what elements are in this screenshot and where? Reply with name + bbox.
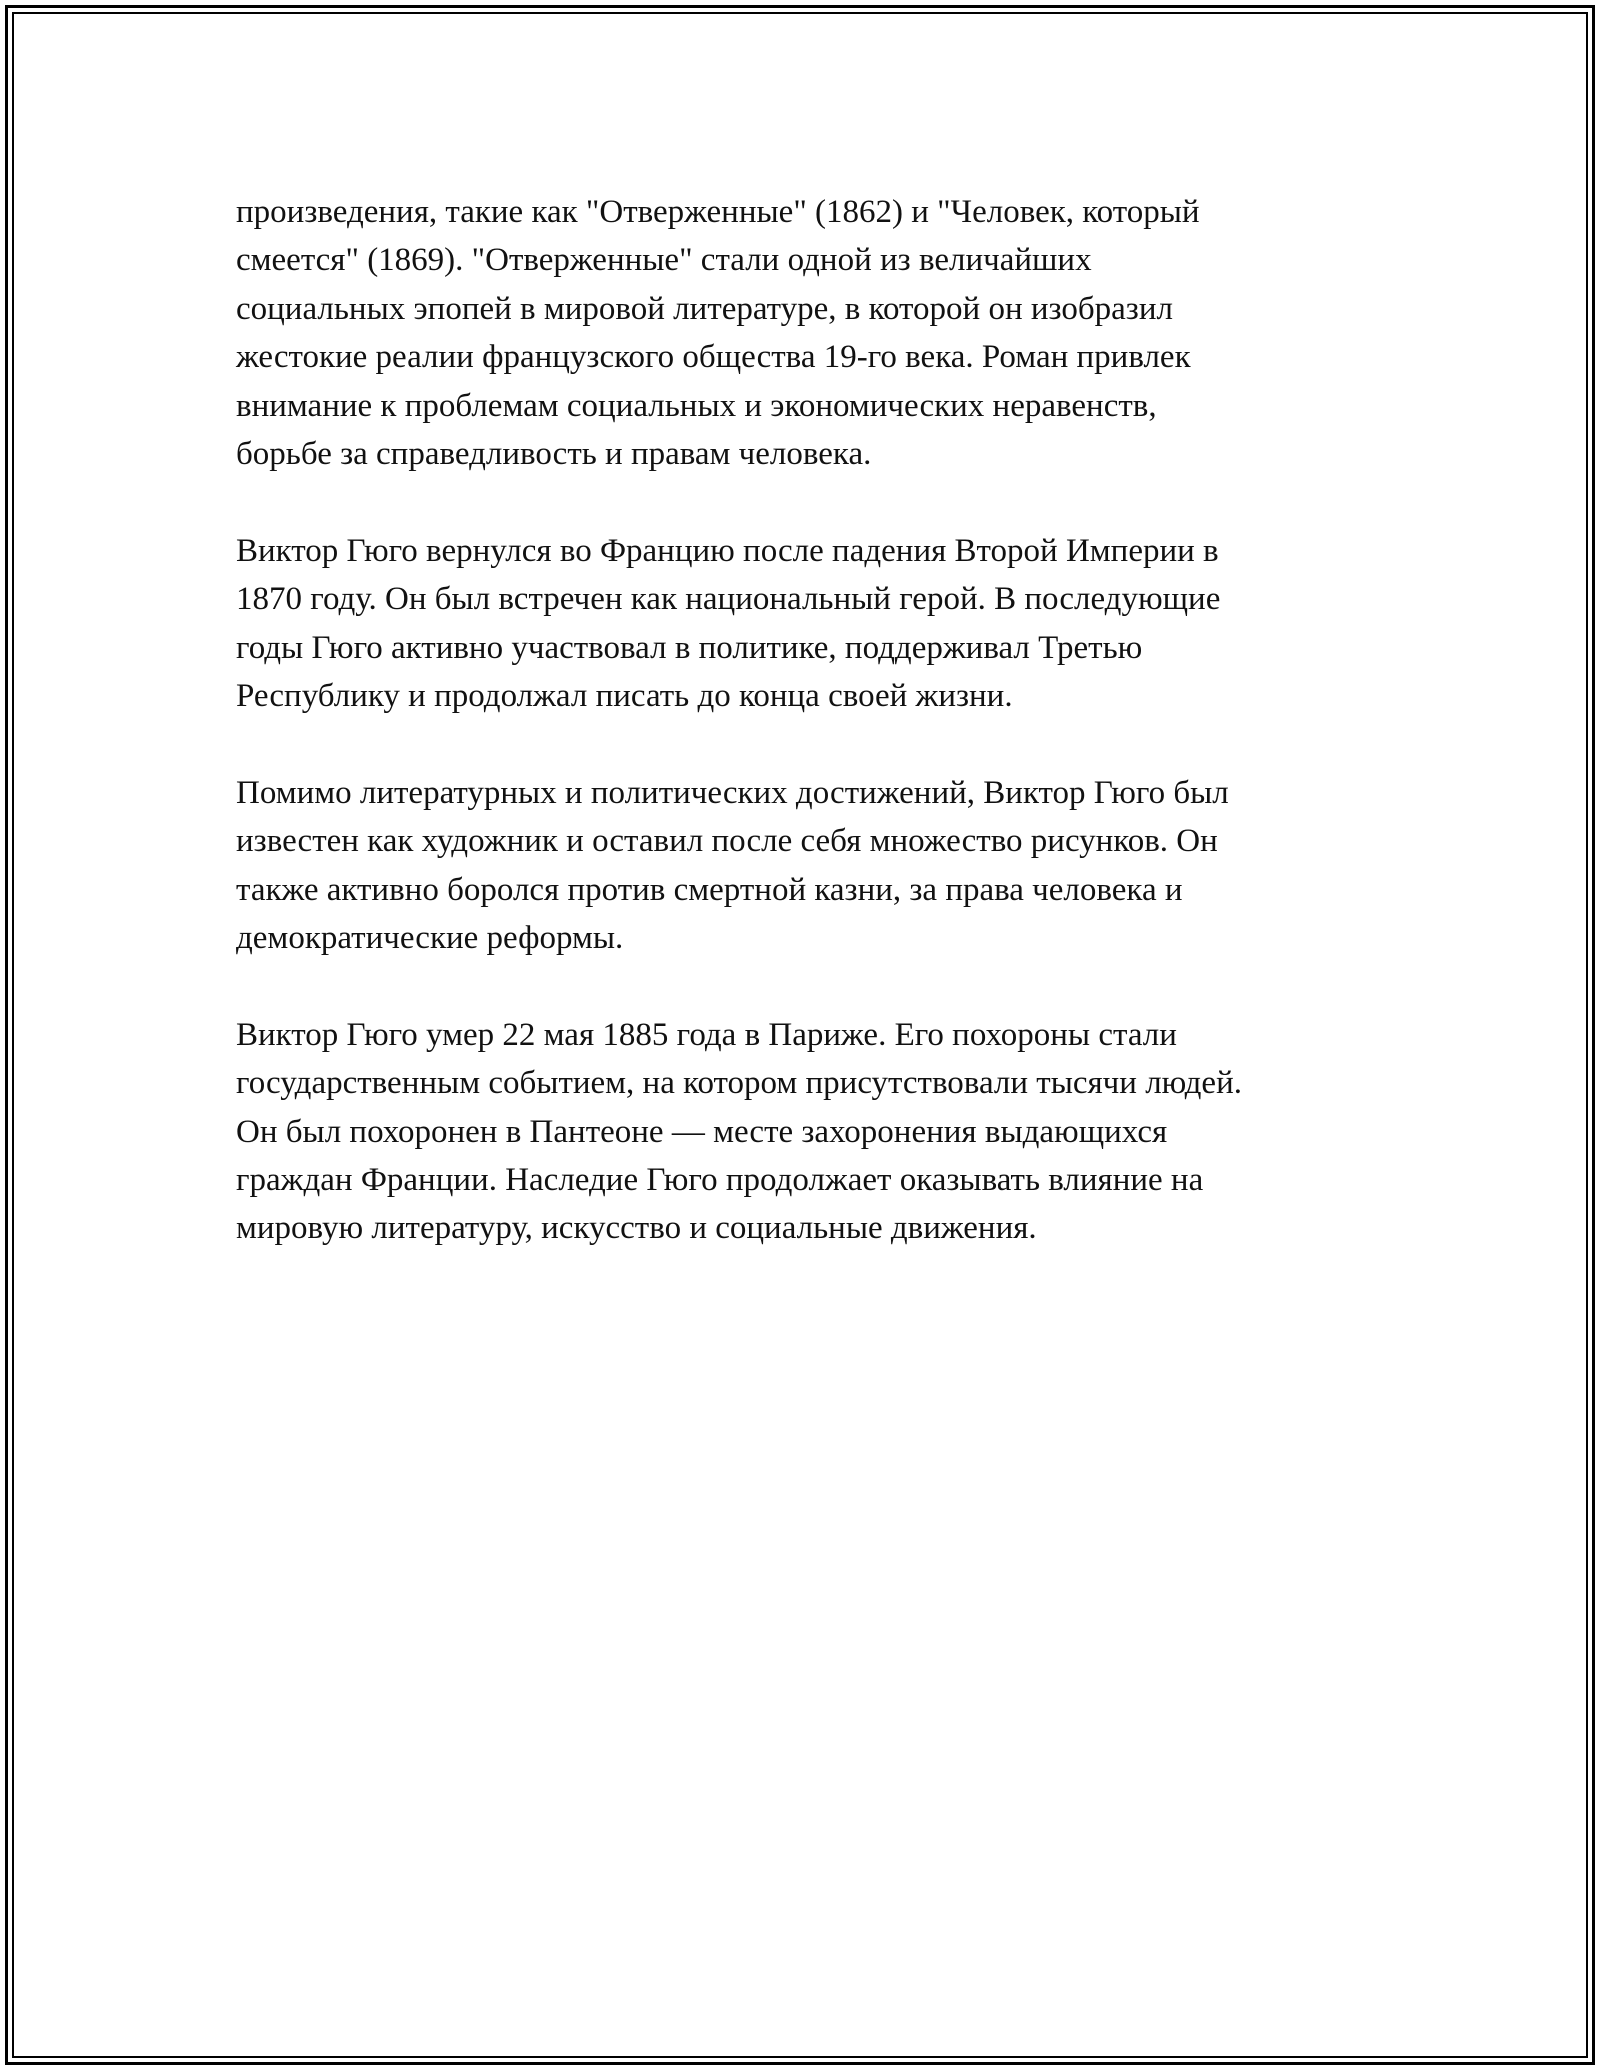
paragraph-art-and-activism: Помимо литературных и политических достижений, Виктор Гюго был известен как художник и оставил после себя множество рисунков. Он также активно боролся против смертной казни, за права человека и демократические реформы. [236, 774, 1229, 957]
paragraph-death-and-legacy: Виктор Гюго умер 22 мая 1885 года в Париже. Его похороны стали государственным событием, на котором присутствовали тысячи людей. Он был похоронен в Пантеоне — месте захоронения выдающихся граждан Франции. Наследие Гюго продолжает оказывать влияние на мировую литературу, искусство и социальные движения. [236, 1016, 1242, 1247]
paragraph-return-to-france: Виктор Гюго вернулся во Францию после падения Второй Империи в 1870 году. Он был встречен как национальный герой. В последующие годы Гюго активно участвовал в политике, поддерживал Третью Республику и продолжал писать до конца своей жизни. [236, 532, 1221, 715]
document-body [236, 188, 1376, 1301]
paragraph-works: произведения, такие как "Отверженные" (1862) и "Человек, который смеется" (1869). "Отверженные" стали одной из величайших социальных эпопей в мировой литературе, в которой он изобразил жестокие реалии французского общества 19-го века. Роман привлек внимание к проблемам социальных и экономических неравенств, борьбе за справедливость и правам человека. [236, 194, 1200, 473]
